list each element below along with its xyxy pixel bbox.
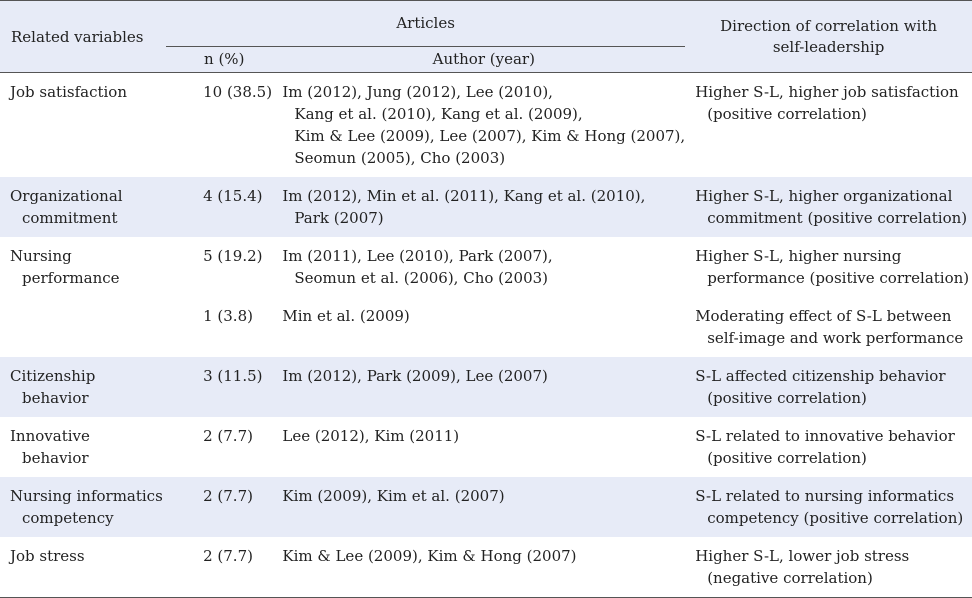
authors-cell — [282, 237, 685, 297]
variable-cell-line: Citizenship — [10, 367, 96, 385]
direction-cell — [685, 417, 972, 477]
authors-cell-line: Im (2012), Min et al. (2011), Kang et al. (2010), — [282, 187, 646, 205]
authors-cell — [282, 417, 685, 477]
direction-cell-line: Higher S-L, lower job stress — [695, 547, 910, 565]
table-row — [0, 237, 972, 297]
variable-cell — [0, 237, 166, 297]
table-row — [0, 417, 972, 477]
variable-cell-line: Organizational — [10, 187, 123, 205]
variable-cell — [0, 73, 166, 178]
variable-cell-line: Innovative — [10, 427, 90, 445]
direction-cell-line: (positive correlation) — [707, 105, 867, 123]
variable-cell — [0, 177, 166, 237]
variable-cell-line: Job stress — [10, 547, 85, 565]
articles-divider — [166, 46, 685, 47]
authors-cell — [282, 357, 685, 417]
authors-cell — [282, 537, 685, 598]
header-direction-line2: self-leadership — [772, 37, 885, 56]
direction-cell — [685, 537, 972, 598]
authors-cell-line: Kim (2009), Kim et al. (2007) — [282, 487, 505, 505]
variable-cell — [0, 417, 166, 477]
header-direction-line1: Direction of correlation with — [720, 16, 938, 35]
table-body — [0, 73, 972, 598]
n-pct-cell: 2 (7.7) — [203, 427, 253, 445]
n-pct-cell: 1 (3.8) — [203, 307, 253, 325]
direction-cell-line: S-L affected citizenship behavior — [695, 367, 946, 385]
variable-cell-line: commitment — [22, 209, 118, 227]
direction-cell-line: S-L related to nursing informatics — [695, 487, 955, 505]
header-n-pct: n (%) — [166, 47, 282, 73]
table-row — [0, 73, 972, 178]
authors-cell-line: Kim & Lee (2009), Kim & Hong (2007) — [282, 547, 577, 565]
authors-cell-line: Kang et al. (2010), Kang et al. (2009), — [294, 105, 583, 123]
variable-cell-line: performance — [22, 269, 120, 287]
direction-cell — [685, 297, 972, 357]
authors-cell — [282, 297, 685, 357]
authors-cell — [282, 477, 685, 537]
direction-cell-line: Higher S-L, higher job satisfaction — [695, 83, 959, 101]
authors-cell-line: Seomun (2005), Cho (2003) — [294, 149, 506, 167]
variable-cell-line: competency — [22, 509, 114, 527]
variable-cell — [0, 537, 166, 598]
direction-cell — [685, 357, 972, 417]
authors-cell-line: Park (2007) — [294, 209, 384, 227]
variable-cell-line: Nursing — [10, 247, 72, 265]
direction-cell-line: Higher S-L, higher organizational — [695, 187, 953, 205]
authors-cell-line: Im (2011), Lee (2010), Park (2007), — [282, 247, 553, 265]
direction-cell-line: competency (positive correlation) — [707, 509, 964, 527]
n-pct-cell: 10 (38.5) — [203, 83, 273, 101]
header-articles-label: Articles — [396, 14, 455, 32]
table-row — [0, 537, 972, 598]
header-direction — [685, 1, 972, 73]
authors-cell-line: Seomun et al. (2006), Cho (2003) — [294, 269, 549, 287]
direction-cell-line: S-L related to innovative behavior — [695, 427, 955, 445]
direction-cell — [685, 177, 972, 237]
n-pct-cell: 3 (11.5) — [166, 357, 282, 417]
header-author-year: Author (year) — [282, 47, 685, 73]
direction-cell — [685, 477, 972, 537]
variable-cell-line: behavior — [22, 389, 89, 407]
direction-cell-line: Moderating effect of S-L between — [695, 307, 952, 325]
authors-cell-line: Lee (2012), Kim (2011) — [282, 427, 460, 445]
direction-cell-line: self-image and work performance — [707, 329, 964, 347]
authors-cell-line: Min et al. (2009) — [282, 307, 410, 325]
direction-cell-line: performance (positive correlation) — [707, 269, 970, 287]
table-row — [0, 177, 972, 237]
authors-cell — [282, 177, 685, 237]
direction-cell — [685, 73, 972, 178]
direction-cell — [685, 237, 972, 297]
n-pct-cell: 4 (15.4) — [166, 177, 282, 237]
direction-cell-line: Higher S-L, higher nursing — [695, 247, 902, 265]
header-related-variables: Related variables — [0, 1, 166, 73]
table-row — [0, 357, 972, 417]
table-header — [0, 1, 972, 73]
variable-cell — [0, 477, 166, 537]
authors-cell-line: Im (2012), Jung (2012), Lee (2010), — [282, 83, 553, 101]
table-row — [0, 477, 972, 537]
direction-cell-line: (negative correlation) — [707, 569, 873, 587]
variable-cell-line: Nursing informatics — [10, 487, 163, 505]
n-pct-cell: 5 (19.2) — [203, 247, 263, 265]
n-pct-cell: 2 (7.7) — [166, 477, 282, 537]
variable-cell-line: Job satisfaction — [10, 83, 127, 101]
table-row — [0, 297, 972, 357]
variable-cell-line: behavior — [22, 449, 89, 467]
direction-cell-line: (positive correlation) — [707, 449, 867, 467]
header-articles — [166, 1, 685, 47]
variable-cell — [0, 297, 166, 357]
direction-cell-line: commitment (positive correlation) — [707, 209, 968, 227]
direction-cell-line: (positive correlation) — [707, 389, 867, 407]
authors-cell — [282, 73, 685, 178]
n-pct-cell: 2 (7.7) — [203, 547, 253, 565]
authors-cell-line: Im (2012), Park (2009), Lee (2007) — [282, 367, 548, 385]
authors-cell-line: Kim & Lee (2009), Lee (2007), Kim & Hong (2007), — [294, 127, 686, 145]
variable-cell — [0, 357, 166, 417]
